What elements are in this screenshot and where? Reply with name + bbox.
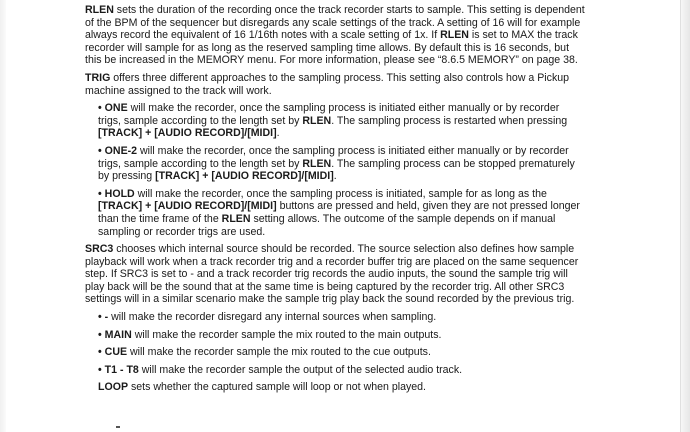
- bullet-text: buttons are pressed and held, given they are not pressed longer than the time frame of the: [98, 200, 580, 225]
- bullet-text: . The sampling process is restarted when pressing: [331, 114, 568, 127]
- key-plus: +: [199, 170, 212, 183]
- page-right-edge: [680, 0, 690, 432]
- src3-bullet-none: [98, 311, 585, 324]
- rlen-paragraph: [85, 4, 585, 67]
- src3-bullet-main: [98, 329, 585, 342]
- bullet-icon: •: [98, 328, 102, 341]
- trig-term: TRIG: [85, 71, 111, 84]
- rlen-term-2: RLEN: [440, 29, 469, 42]
- trig-bullet-one-2: [98, 145, 585, 183]
- key-ref: [AUDIO RECORD]/[MIDI]: [211, 170, 334, 183]
- src3-term: SRC3: [85, 243, 114, 256]
- key-plus: +: [142, 127, 155, 140]
- key-ref: [TRACK]: [98, 127, 143, 140]
- page-content: [85, 4, 585, 399]
- bullet-term: -: [104, 311, 109, 324]
- page-left-edge: [0, 0, 6, 432]
- bullet-ref: RLEN: [302, 157, 332, 170]
- src3-paragraph: [85, 243, 585, 306]
- bullet-text: will make the recorder sample the output of the selected audio track.: [138, 363, 463, 376]
- bullet-text: will make the recorder disregard any internal sources when sampling.: [108, 311, 437, 324]
- loop-text: sets whether the captured sample will loop or not when played.: [128, 381, 427, 394]
- bullet-text: setting allows. The outcome of the sample depends on if manual sampling or recorder trigs are used.: [98, 212, 556, 238]
- bullet-text: will make the recorder, once the sampling process is initiated either manually or by recorder trigs, sample according to the length set by: [98, 102, 560, 127]
- bullet-text: will make the recorder sample the mix routed to the cue outputs.: [127, 346, 431, 359]
- bullet-text: . The sampling process can be stopped prematurely by pressing: [98, 157, 575, 183]
- trig-text: offers three different approaches to the sampling process. This setting also controls how a Pickup machine assigned to the track will work.: [85, 71, 570, 97]
- trig-bullet-one: [98, 102, 585, 140]
- key-ref: [AUDIO RECORD]/[MIDI]: [154, 200, 277, 213]
- bullet-ref: RLEN: [302, 114, 332, 127]
- bullet-icon: •: [98, 311, 102, 324]
- bullet-term: HOLD: [104, 187, 135, 200]
- bullet-icon: •: [98, 363, 102, 376]
- trig-bullet-hold: [98, 188, 585, 238]
- src3-bullet-tracks: [98, 364, 585, 377]
- bullet-text: will make the recorder sample the mix routed to the main outputs.: [131, 328, 442, 341]
- bullet-term: ONE: [104, 102, 128, 115]
- key-ref: [TRACK]: [98, 200, 143, 213]
- bullet-icon: •: [98, 346, 102, 359]
- rlen-term: RLEN: [85, 4, 114, 16]
- cut-off-text-fragment: [116, 426, 120, 428]
- src3-text: chooses which internal source should be recorded. The source selection also defines how sample playback will work when a track recorder trig and a recorder buffer trig are placed on the same sequencer step. If SRC3 is set to - and a track recorder trig records the audio inputs, the sound the sample trig will play back will be the sound that at the same time is being captured by the recorder trig. All other SRC3 settings will in a similar scenario make the sample trig play back the sound recorded by the previous trig.: [85, 243, 579, 306]
- rlen-text-1: sets the duration of the recording once the track recorder starts to sample. This setting is dependent of the BPM of the sequencer but disregards any scale settings of the track. A setting of 16 will for example always record the equivalent of 16 1/16th notes with a scale setting of 1x. If: [85, 4, 585, 42]
- bullet-term: T1 - T8: [104, 363, 139, 376]
- bullet-term: MAIN: [104, 328, 132, 341]
- key-plus: +: [142, 200, 155, 213]
- bullet-icon: •: [98, 187, 102, 200]
- src3-bullet-cue: [98, 346, 585, 359]
- key-ref: [TRACK]: [155, 170, 200, 183]
- loop-paragraph: [98, 381, 585, 394]
- bullet-text: will make the recorder, once the sampling process is initiated either manually or by recorder trigs, sample according to the length set by: [98, 144, 569, 170]
- bullet-term: CUE: [104, 346, 128, 359]
- key-ref: [AUDIO RECORD]/[MIDI]: [154, 127, 277, 140]
- bullet-text: .: [333, 170, 337, 183]
- bullet-ref: RLEN: [221, 212, 251, 225]
- bullet-text: .: [276, 127, 280, 140]
- rlen-text-2: is set to MAX the track recorder will sample for as long as the reserved sampling time allows. By default this is 16 seconds, but this be increased in the MEMORY menu. For more information, please see “8.6.5 MEMORY” on page 38.: [85, 29, 578, 67]
- bullet-text: will make the recorder, once the sampling process is initiated, sample for as long as the: [134, 187, 547, 200]
- bullet-icon: •: [98, 144, 102, 157]
- loop-term: LOOP: [98, 381, 129, 394]
- trig-paragraph: [85, 72, 585, 97]
- bullet-icon: •: [98, 102, 102, 115]
- bullet-term: ONE-2: [104, 144, 138, 157]
